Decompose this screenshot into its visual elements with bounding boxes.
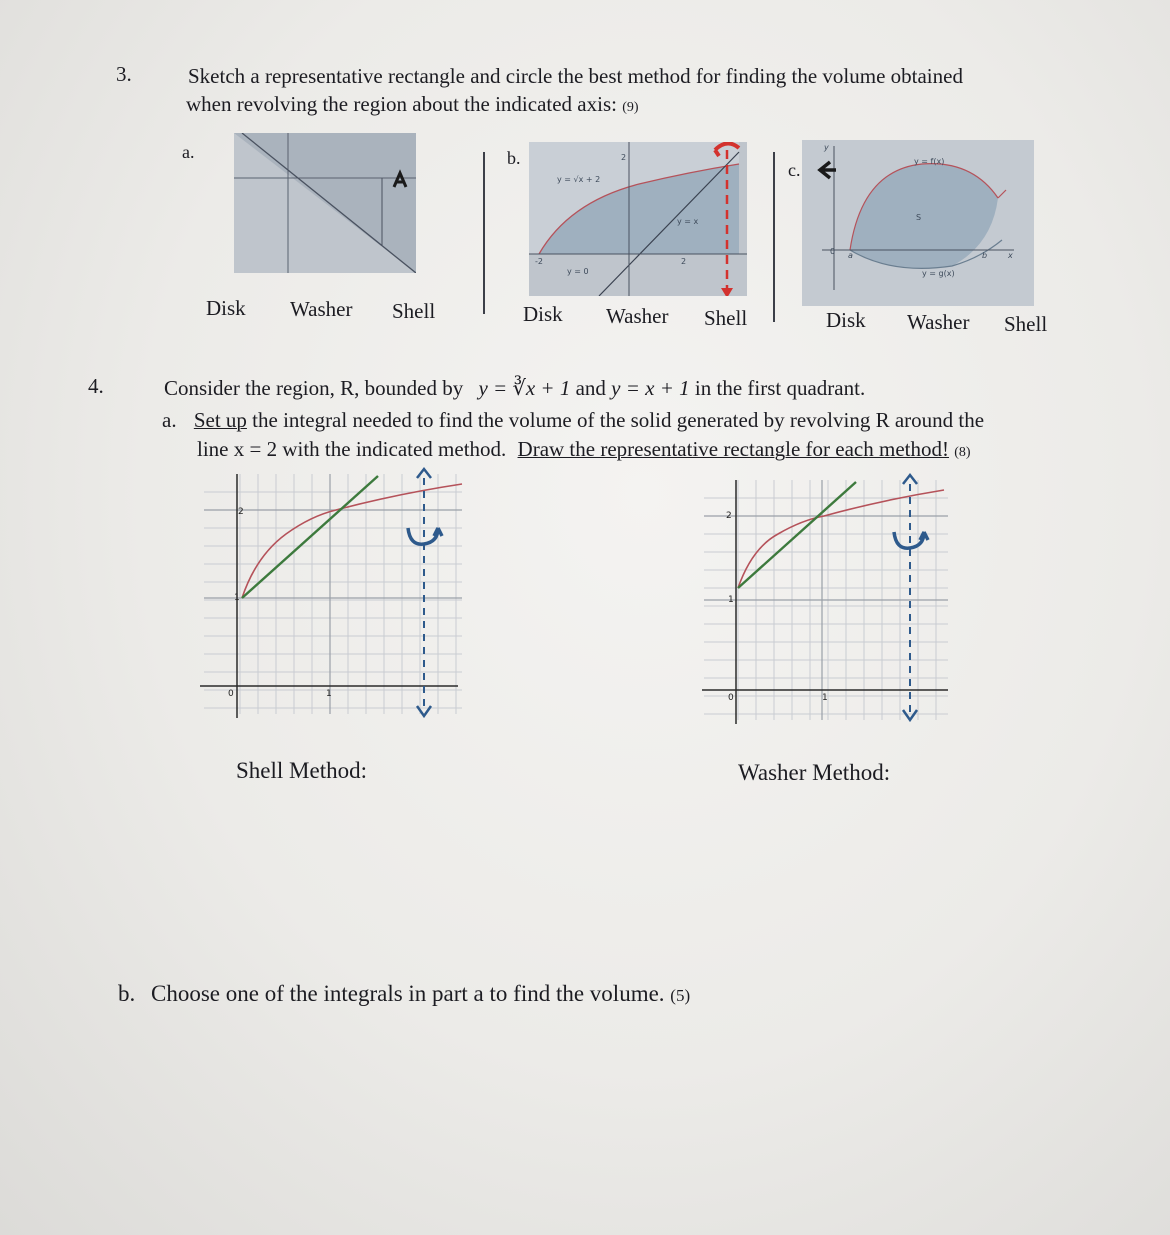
washer-ytick-2: 2 bbox=[726, 511, 732, 521]
q3b-curve-label: y = √x + 2 bbox=[557, 175, 601, 184]
q4b-text: Choose one of the integrals in part a to find the volume. bbox=[151, 981, 665, 1006]
q4-shell-graph-svg bbox=[196, 464, 468, 722]
washer-xtick-0: 0 bbox=[728, 693, 734, 703]
q4-washer-graph-svg bbox=[698, 470, 954, 728]
q3c-y-label: y bbox=[824, 143, 829, 152]
shell-ytick-1: 1 bbox=[234, 593, 240, 603]
q4-intro-suffix: in the first quadrant. bbox=[694, 376, 866, 400]
up-arrow-icon bbox=[903, 475, 917, 484]
q4a-setup: Set up bbox=[193, 408, 247, 432]
q3b-xtick-pos: 2 bbox=[681, 257, 687, 266]
question-4-intro bbox=[164, 376, 865, 401]
q4-equation-2: y = x + 1 bbox=[611, 376, 690, 400]
q3b-graph-svg bbox=[529, 142, 747, 296]
q4a-line1 bbox=[162, 408, 984, 433]
q3c-x-label: x bbox=[1008, 251, 1013, 260]
q3c-option-disk[interactable]: Disk bbox=[826, 308, 866, 332]
question-3-line2 bbox=[186, 92, 639, 117]
cube-root-curve bbox=[738, 490, 944, 588]
question-3-line1: Sketch a representative rectangle and circle the best method for finding the volume obtained bbox=[188, 64, 963, 88]
q3b-option-disk[interactable]: Disk bbox=[523, 302, 563, 326]
q3-part-b-label: b. bbox=[507, 148, 521, 168]
q3a-graph-svg bbox=[234, 133, 416, 273]
q3c-graph-svg bbox=[802, 140, 1034, 306]
q4a-points: (8) bbox=[954, 445, 971, 460]
washer-ytick-1: 1 bbox=[728, 595, 734, 605]
q3c-graph bbox=[802, 140, 1034, 306]
q3c-origin-label: 0 bbox=[830, 247, 836, 256]
question-4-number: 4. bbox=[88, 374, 104, 398]
shell-xtick-0: 0 bbox=[228, 689, 234, 699]
shell-method-label: Shell Method: bbox=[236, 758, 367, 783]
q3b-xtick-neg: -2 bbox=[535, 257, 543, 266]
q3a-option-disk[interactable]: Disk bbox=[206, 296, 246, 320]
q4-and: and bbox=[575, 376, 606, 400]
q3b-graph bbox=[529, 142, 747, 296]
q4a-line2 bbox=[197, 437, 971, 462]
q3a-option-washer[interactable]: Washer bbox=[290, 297, 353, 321]
q4b-line bbox=[118, 981, 690, 1007]
q4-part-a-label: a. bbox=[162, 408, 177, 432]
q3-part-a-label: a. bbox=[182, 142, 195, 162]
q3c-option-washer[interactable]: Washer bbox=[907, 310, 970, 334]
q4b-points: (5) bbox=[670, 986, 691, 1005]
q3c-region-label: S bbox=[916, 213, 922, 222]
question-3-line2-text: when revolving the region about the indicated axis: bbox=[186, 92, 617, 116]
shell-xtick-1: 1 bbox=[326, 689, 332, 699]
washer-xtick-1: 1 bbox=[822, 693, 828, 703]
washer-method-label: Washer Method: bbox=[738, 760, 891, 785]
question-3-points: (9) bbox=[622, 100, 639, 115]
q3b-option-shell[interactable]: Shell bbox=[704, 306, 748, 330]
q3-part-c-label: c. bbox=[788, 160, 801, 180]
q3c-g-label: y = g(x) bbox=[922, 269, 955, 278]
q3b-line-label: y = x bbox=[677, 217, 699, 226]
q4a-text2: line x = 2 with the indicated method. bbox=[197, 437, 507, 461]
q4-part-b-label: b. bbox=[118, 981, 136, 1006]
q3c-option-shell[interactable]: Shell bbox=[1004, 312, 1048, 336]
q3a-option-shell[interactable]: Shell bbox=[392, 299, 436, 323]
q3b-ytick: 2 bbox=[621, 153, 627, 162]
q4a-text1: the integral needed to find the volume of the solid generated by revolving R around the bbox=[252, 408, 985, 432]
q3c-b-label: b bbox=[982, 251, 988, 260]
q4-intro-prefix: Consider the region, R, bounded by bbox=[164, 376, 464, 400]
q3b-option-washer[interactable]: Washer bbox=[606, 304, 669, 328]
question-3-number: 3. bbox=[116, 62, 132, 86]
q4-equation-1: y = ∛x + 1 bbox=[478, 376, 571, 400]
shell-ytick-2: 2 bbox=[238, 507, 244, 517]
q4a-draw-instruction: Draw the representative rectangle for each method! bbox=[517, 437, 949, 461]
up-arrow-icon bbox=[417, 469, 431, 478]
q3-divider-1 bbox=[483, 152, 485, 314]
q3c-f-label: y = f(x) bbox=[914, 157, 945, 166]
q3-divider-2 bbox=[773, 152, 775, 322]
q4-washer-graph[interactable] bbox=[698, 470, 954, 728]
q3a-graph bbox=[234, 133, 416, 273]
q3b-bottom-label: y = 0 bbox=[567, 267, 589, 276]
q3c-a-label: a bbox=[848, 251, 853, 260]
line-y-equals-x-plus-1 bbox=[242, 476, 378, 598]
q4-shell-graph[interactable] bbox=[196, 464, 468, 722]
